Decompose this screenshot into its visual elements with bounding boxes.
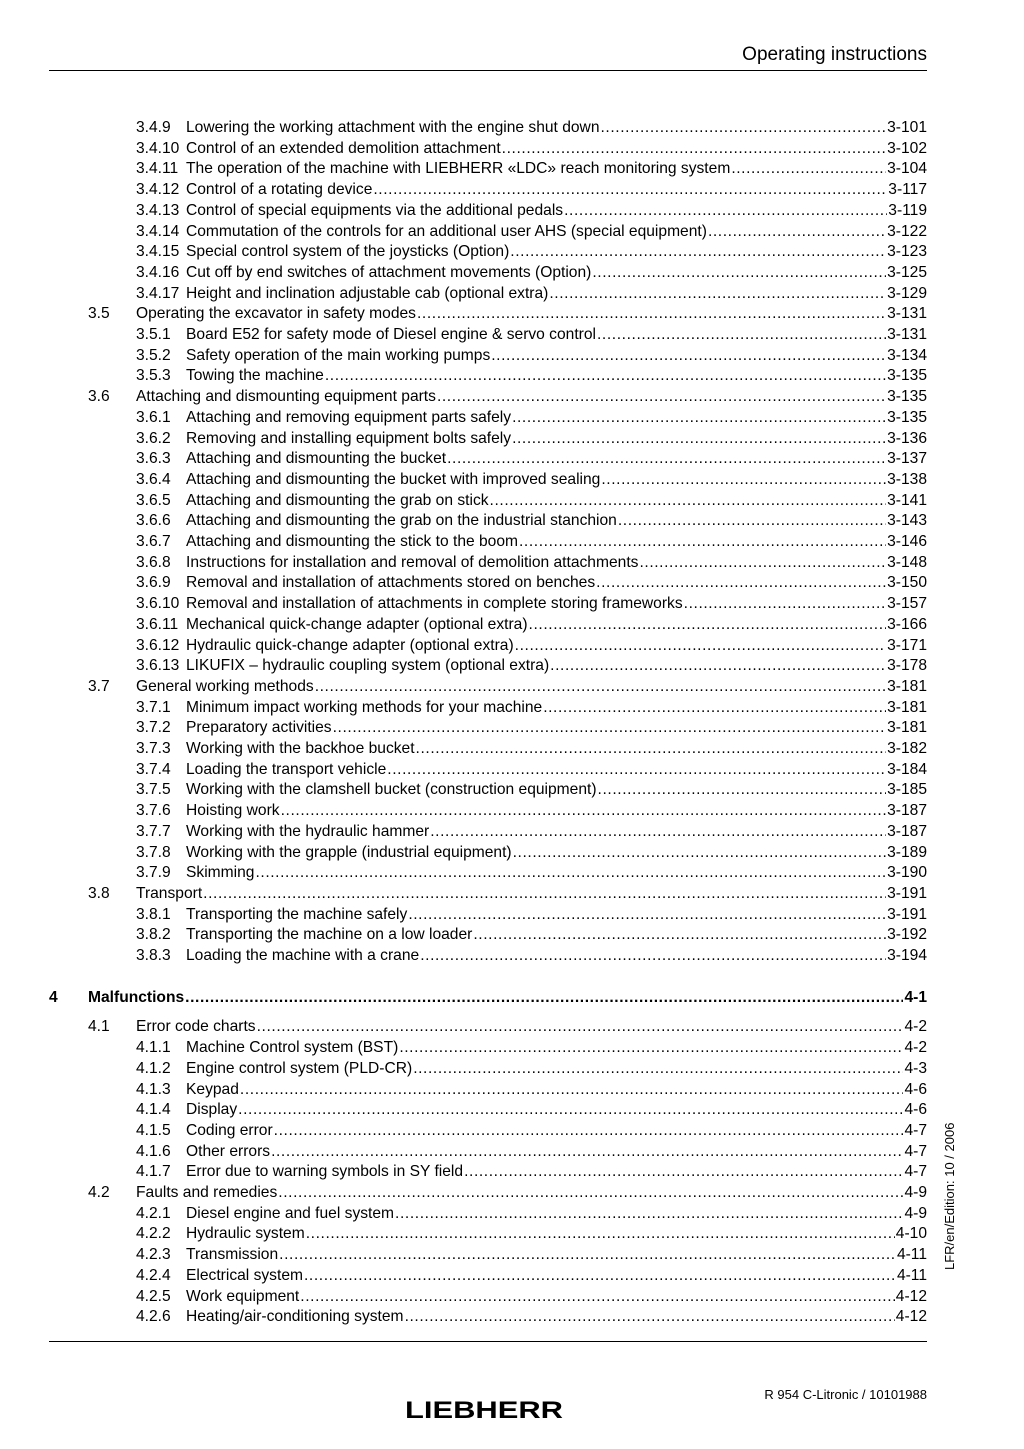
toc-entry-title: Loading the transport vehicle	[186, 760, 387, 778]
toc-entry-title: Working with the grapple (industrial equipment)	[186, 843, 512, 861]
toc-entry-number: 3.4.16	[136, 263, 180, 281]
toc-entry[interactable]	[0, 905, 1024, 925]
dot-leader	[430, 822, 886, 842]
dot-leader	[315, 677, 886, 697]
toc-entry-title: Display	[186, 1101, 238, 1119]
toc-entry[interactable]	[0, 843, 1024, 863]
toc-entry-title: Transmission	[186, 1246, 279, 1264]
toc-entry-number: 3.7.2	[136, 719, 171, 737]
dot-leader	[513, 843, 886, 863]
toc-entry[interactable]	[0, 1224, 1024, 1244]
toc-entry-page: 3-134	[887, 346, 927, 364]
toc-entry-number: 3.7.1	[136, 698, 171, 716]
toc-entry-title: Attaching and dismounting the grab on stick	[186, 491, 489, 509]
toc-entry[interactable]	[0, 1059, 1024, 1079]
liebherr-logo	[404, 1397, 564, 1421]
toc-entry[interactable]	[0, 884, 1024, 904]
toc-entry-page: 4-6	[904, 1101, 927, 1119]
toc-entry-number: 3.4.10	[136, 139, 180, 157]
toc-entry-page: 3-135	[887, 367, 927, 385]
dot-leader	[325, 366, 886, 386]
toc-entry-page: 3-187	[887, 802, 927, 820]
toc-entry-title: Towing the machine	[186, 367, 324, 385]
toc-entry[interactable]	[0, 988, 1024, 1008]
toc-entry[interactable]	[0, 822, 1024, 842]
toc-entry[interactable]	[0, 222, 1024, 242]
toc-entry-number: 3.7.9	[136, 864, 171, 882]
toc-entry-title: Hoisting work	[186, 802, 280, 820]
toc-entry-number: 3.7.7	[136, 822, 171, 840]
toc-entry-title: Loading the machine with a crane	[186, 947, 420, 964]
dot-leader	[512, 429, 886, 449]
toc-entry[interactable]	[0, 325, 1024, 345]
toc-entry-number: 4	[49, 988, 58, 1006]
toc-entry-title: Other errors	[186, 1142, 271, 1160]
toc-entry-page: 3-141	[887, 491, 927, 509]
toc-entry-page: 3-136	[887, 429, 927, 447]
toc-entry-number: 4.1	[88, 1018, 110, 1036]
toc-entry[interactable]	[0, 1245, 1024, 1265]
toc-entry-page: 3-190	[887, 864, 927, 882]
dot-leader	[491, 346, 886, 366]
toc-entry-title: Attaching and dismounting the grab on the industrial stanchion	[186, 512, 617, 530]
toc-entry-title: Removal and installation of attachments stored on benches	[186, 574, 596, 592]
toc-entry-number: 3.6.8	[136, 553, 171, 571]
toc-entry-number: 3.6.7	[136, 533, 171, 550]
dot-leader	[240, 1080, 904, 1100]
toc-entry-page: 3-166	[887, 615, 927, 633]
toc-entry[interactable]	[0, 1287, 1024, 1307]
toc-entry[interactable]	[0, 159, 1024, 179]
toc-entry[interactable]	[0, 780, 1024, 800]
toc-entry-number: 4.1.2	[136, 1059, 171, 1077]
dot-leader	[473, 925, 886, 945]
toc-entry-page: 4-3	[904, 1059, 927, 1077]
toc-entry-page: 3-150	[887, 574, 927, 592]
toc-entry-page: 3-117	[888, 181, 927, 199]
toc-entry[interactable]	[0, 304, 1024, 324]
toc-entry-page: 3-171	[887, 636, 927, 654]
toc-entry-number: 3.5.1	[136, 326, 171, 343]
toc-entry-title: Operating the excavator in safety modes	[136, 305, 416, 323]
toc-entry-number: 3.4.12	[136, 181, 180, 199]
toc-entry-number: 3.6.4	[136, 470, 171, 488]
toc-entry-title: Attaching and dismounting the stick to the boom	[186, 533, 518, 550]
dot-leader	[490, 491, 887, 511]
toc-entry[interactable]	[0, 615, 1024, 635]
toc-entry-page: 3-182	[887, 740, 927, 757]
toc-entry-page: 3-194	[887, 947, 927, 964]
dot-leader	[708, 222, 886, 242]
toc-entry[interactable]	[0, 553, 1024, 573]
toc-entry-number: 4.1.3	[136, 1080, 171, 1098]
toc-entry-number: 3.4.14	[136, 222, 180, 240]
dot-leader	[639, 553, 886, 573]
toc-entry-page: 3-131	[887, 326, 927, 343]
toc-entry-title: Transport	[136, 884, 203, 902]
toc-entry-page: 3-129	[887, 284, 927, 302]
toc-entry[interactable]	[0, 491, 1024, 511]
dot-leader	[512, 408, 886, 428]
toc-entry-number: 4.2.4	[136, 1266, 171, 1284]
toc-entry-number: 4.1.6	[136, 1142, 171, 1160]
toc-entry-title: Board E52 for safety mode of Diesel engine & servo control	[186, 326, 596, 343]
toc-entry-page: 3-181	[887, 677, 927, 695]
dot-leader	[731, 159, 886, 179]
toc-entry-title: Height and inclination adjustable cab (optional extra)	[186, 284, 549, 302]
toc-entry-number: 3.8.2	[136, 926, 171, 944]
dot-leader	[255, 863, 886, 883]
toc-entry[interactable]	[0, 242, 1024, 262]
toc-entry[interactable]	[0, 449, 1024, 469]
dot-leader	[601, 470, 886, 490]
toc-entry-number: 3.8.1	[136, 905, 171, 923]
toc-entry[interactable]	[0, 1162, 1024, 1182]
dot-leader	[543, 698, 886, 718]
toc-entry[interactable]	[0, 1183, 1024, 1203]
footer-rule	[49, 1341, 927, 1342]
toc-entry[interactable]	[0, 1121, 1024, 1141]
toc-entry-title: Coding error	[186, 1121, 273, 1139]
toc-entry[interactable]	[0, 801, 1024, 821]
toc-entry-page: 3-102	[887, 139, 927, 157]
toc-entry-page: 3-123	[887, 243, 927, 261]
dot-leader	[399, 1038, 903, 1058]
toc-entry-page: 4-6	[904, 1080, 927, 1098]
toc-entry[interactable]	[0, 387, 1024, 407]
toc-entry-page: 4-7	[904, 1121, 927, 1139]
toc-entry-page: 4-7	[904, 1142, 927, 1160]
toc-entry-title: Transporting the machine safely	[186, 905, 408, 923]
toc-entry-page: 3-143	[887, 512, 927, 530]
toc-entry-title: Heating/air-conditioning system	[186, 1308, 404, 1326]
toc-entry-number: 3.6.6	[136, 512, 171, 530]
dot-leader	[408, 905, 886, 925]
toc-entry-title: Engine control system (PLD-CR)	[186, 1059, 413, 1077]
toc-entry-page: 3-125	[887, 263, 927, 281]
toc-entry-title: Working with the hydraulic hammer	[186, 822, 430, 840]
toc-entry-number: 3.7.8	[136, 843, 171, 861]
toc-entry-title: Control of a rotating device	[186, 181, 373, 199]
toc-entry-number: 3.6.5	[136, 491, 171, 509]
dot-leader	[592, 263, 886, 283]
dot-leader	[510, 242, 886, 262]
toc-entry-title: Mechanical quick-change adapter (optional extra)	[186, 615, 528, 633]
toc-entry[interactable]	[0, 594, 1024, 614]
toc-entry-number: 3.6.9	[136, 574, 171, 592]
toc-entry[interactable]	[0, 1142, 1024, 1162]
toc-entry[interactable]	[0, 925, 1024, 945]
dot-leader	[502, 139, 886, 159]
toc-entry-page: 4-11	[896, 1266, 927, 1284]
toc-entry[interactable]	[0, 760, 1024, 780]
toc-entry-page: 3-137	[887, 450, 927, 468]
toc-entry-page: 3-184	[887, 760, 927, 778]
toc-entry-page: 3-181	[887, 719, 927, 737]
toc-entry[interactable]	[0, 346, 1024, 366]
dot-leader	[464, 1162, 903, 1182]
dot-leader	[185, 988, 903, 1008]
toc-entry-number: 3.8	[88, 884, 110, 902]
dot-leader	[333, 718, 887, 738]
toc-entry-title: Attaching and dismounting equipment parts	[136, 388, 436, 406]
toc-entry-page: 4-12	[895, 1308, 927, 1326]
toc-entry-page: 4-9	[904, 1204, 927, 1222]
toc-entry-page: 3-138	[887, 470, 927, 488]
toc-entry-number: 3.4.11	[136, 160, 179, 178]
dot-leader	[395, 1204, 903, 1224]
dot-leader	[203, 884, 886, 904]
toc-entry-number: 3.6	[88, 388, 110, 406]
toc-entry-page: 3-135	[887, 408, 927, 426]
toc-entry-number: 3.4.17	[136, 284, 180, 302]
dot-leader	[529, 615, 887, 635]
toc-entry-number: 3.7.3	[136, 740, 171, 757]
toc-entry-number: 4.2	[88, 1184, 110, 1201]
toc-entry-title: Working with the clamshell bucket (construction equipment)	[186, 781, 597, 799]
toc-entry[interactable]	[0, 366, 1024, 386]
toc-entry[interactable]	[0, 1307, 1024, 1327]
toc-entry[interactable]	[0, 1017, 1024, 1037]
dot-leader	[564, 201, 887, 221]
toc-entry-number: 4.1.5	[136, 1121, 171, 1139]
toc-entry-number: 3.5.2	[136, 346, 171, 364]
toc-entry-page: 3-189	[887, 843, 927, 861]
toc-entry-page: 4-12	[895, 1287, 927, 1305]
toc-entry[interactable]	[0, 1266, 1024, 1286]
toc-entry[interactable]	[0, 180, 1024, 200]
toc-entry-number: 3.7	[88, 677, 110, 695]
toc-entry[interactable]	[0, 284, 1024, 304]
toc-entry-number: 3.6.13	[136, 657, 180, 675]
dot-leader	[417, 304, 886, 324]
toc-entry-title: Cut off by end switches of attachment movements (Option)	[186, 263, 592, 281]
dot-leader	[515, 636, 886, 656]
toc-entry-page: 4-11	[896, 1246, 927, 1264]
toc-entry-number: 4.1.4	[136, 1101, 171, 1119]
toc-entry-number: 4.2.2	[136, 1225, 171, 1243]
dot-leader	[597, 325, 886, 345]
toc-entry-number: 4.2.1	[136, 1204, 171, 1222]
toc-entry-number: 4.2.5	[136, 1287, 171, 1305]
toc-entry-page: 3-101	[887, 119, 927, 136]
dot-leader	[618, 511, 886, 531]
toc-entry-page: 3-178	[887, 657, 927, 675]
toc-entry-page: 3-181	[887, 698, 927, 716]
toc-entry-number: 4.1.1	[136, 1039, 171, 1057]
toc-entry-title: Working with the backhoe bucket	[186, 740, 415, 757]
toc-entry-page: 4-9	[904, 1184, 927, 1201]
toc-entry[interactable]	[0, 677, 1024, 697]
dot-leader	[257, 1017, 904, 1037]
toc-entry-title: Commutation of the controls for an additional user AHS (special equipment)	[186, 222, 707, 240]
toc-entry-title: Control of an extended demolition attachment	[186, 139, 501, 157]
page-title: Operating instructions	[742, 44, 927, 65]
toc-entry-number: 4.2.3	[136, 1246, 171, 1264]
dot-leader	[281, 801, 887, 821]
toc-entry[interactable]	[0, 1038, 1024, 1058]
dot-leader	[550, 656, 886, 676]
toc-entry-title: Removal and installation of attachments in complete storing frameworks	[186, 595, 683, 613]
toc-entry-page: 4-2	[904, 1039, 927, 1057]
toc-entry-page: 3-191	[887, 884, 927, 902]
dot-leader	[420, 946, 886, 966]
toc-entry-title: Attaching and dismounting the bucket with improved sealing	[186, 470, 601, 488]
toc-entry-title: Faults and remedies	[136, 1184, 278, 1201]
toc-entry[interactable]	[0, 511, 1024, 531]
toc-entry[interactable]	[0, 1100, 1024, 1120]
toc-entry-page: 3-191	[887, 905, 927, 923]
dot-leader	[601, 118, 887, 138]
toc-entry[interactable]	[0, 408, 1024, 428]
toc-entry-title: Skimming	[186, 864, 255, 882]
toc-entry-number: 3.6.1	[136, 408, 171, 426]
toc-entry[interactable]	[0, 1204, 1024, 1224]
dot-leader	[447, 449, 886, 469]
toc-entry-number: 4.1.7	[136, 1163, 171, 1181]
dot-leader	[271, 1142, 903, 1162]
dot-leader	[519, 532, 886, 552]
toc-entry-number: 3.6.12	[136, 636, 180, 654]
toc-entry-number: 3.4.9	[136, 119, 171, 136]
dot-leader	[549, 284, 886, 304]
toc-entry[interactable]	[0, 573, 1024, 593]
toc-entry-title: Error code charts	[136, 1018, 256, 1036]
toc-entry[interactable]	[0, 718, 1024, 738]
dot-leader	[304, 1266, 896, 1286]
toc-entry-page: 3-187	[887, 822, 927, 840]
toc-entry-title: Electrical system	[186, 1266, 303, 1284]
toc-entry[interactable]	[0, 739, 1024, 759]
toc-entry-title: Minimum impact working methods for your machine	[186, 698, 543, 716]
toc-entry-title: General working methods	[136, 677, 314, 695]
toc-entry-number: 3.4.13	[136, 201, 180, 219]
dot-leader	[238, 1100, 903, 1120]
toc-entry-page: 3-104	[887, 160, 927, 178]
toc-entry-title: Hydraulic quick-change adapter (optional extra)	[186, 636, 514, 654]
header-rule	[49, 70, 927, 71]
toc-entry[interactable]	[0, 263, 1024, 283]
toc-entry[interactable]	[0, 863, 1024, 883]
toc-entry[interactable]	[0, 636, 1024, 656]
toc-entry-title: Transporting the machine on a low loader	[186, 926, 473, 944]
toc-entry-page: 3-148	[887, 553, 927, 571]
toc-entry-title: Instructions for installation and removal of demolition attachments	[186, 553, 639, 571]
toc-entry-title: Work equipment	[186, 1287, 300, 1305]
dot-leader	[279, 1245, 896, 1265]
toc-entry-title: Error due to warning symbols in SY field	[186, 1163, 464, 1181]
dot-leader	[598, 780, 887, 800]
toc-entry-number: 3.5	[88, 305, 110, 323]
toc-entry[interactable]	[0, 429, 1024, 449]
toc-entry-number: 3.7.6	[136, 802, 171, 820]
toc-entry-page: 3-119	[888, 201, 927, 219]
model-number: R 954 C-Litronic / 10101988	[764, 1387, 927, 1402]
dot-leader	[413, 1059, 903, 1079]
dot-leader	[684, 594, 886, 614]
toc-entry-title: Special control system of the joysticks (Option)	[186, 243, 510, 261]
toc-entry-title: Hydraulic system	[186, 1225, 305, 1243]
toc-entry-page: 3-146	[887, 533, 927, 550]
dot-leader	[274, 1121, 904, 1141]
toc-entry[interactable]	[0, 656, 1024, 676]
toc-entry-number: 4.2.6	[136, 1308, 171, 1326]
toc-entry-title: The operation of the machine with LIEBHERR «LDC» reach monitoring system	[186, 160, 731, 178]
toc-entry-title: Lowering the working attachment with the engine shut down	[186, 119, 600, 136]
toc-entry-page: 3-131	[887, 305, 927, 323]
toc-entry-title: Removing and installing equipment bolts safely	[186, 429, 512, 447]
dot-leader	[387, 760, 886, 780]
toc-entry-title: Keypad	[186, 1080, 239, 1098]
toc-entry-title: Preparatory activities	[186, 719, 332, 737]
toc-entry-number: 3.7.5	[136, 781, 171, 799]
toc-entry-title: Attaching and removing equipment parts safely	[186, 408, 512, 426]
toc-entry-title: Safety operation of the main working pumps	[186, 346, 491, 364]
toc-entry[interactable]	[0, 118, 1024, 138]
toc-entry-page: 3-157	[887, 595, 927, 613]
toc-entry-number: 3.5.3	[136, 367, 171, 385]
toc-entry[interactable]	[0, 1080, 1024, 1100]
toc-entry[interactable]	[0, 532, 1024, 552]
toc-entry-title: Control of special equipments via the additional pedals	[186, 201, 564, 219]
toc-entry-number: 3.6.10	[136, 595, 180, 613]
toc-entry-number: 3.6.3	[136, 450, 171, 468]
svg-text:LIEBHERR: LIEBHERR	[405, 1397, 563, 1421]
toc-entry-page: 3-122	[887, 222, 927, 240]
dot-leader	[300, 1287, 895, 1307]
toc-entry-page: 3-135	[887, 388, 927, 406]
toc-entry[interactable]	[0, 139, 1024, 159]
toc-entry-title: Machine Control system (BST)	[186, 1039, 399, 1057]
toc-entry[interactable]	[0, 470, 1024, 490]
toc-entry[interactable]	[0, 201, 1024, 221]
toc-entry-number: 3.4.15	[136, 243, 180, 261]
toc-entry-page: 3-185	[887, 781, 927, 799]
dot-leader	[405, 1307, 895, 1327]
dot-leader	[306, 1224, 895, 1244]
toc-entry[interactable]	[0, 698, 1024, 718]
toc-entry-title: Attaching and dismounting the bucket	[186, 450, 447, 468]
toc-entry-page: 3-192	[887, 926, 927, 944]
toc-entry-title: LIKUFIX – hydraulic coupling system (optional extra)	[186, 657, 550, 675]
toc-entry-title: Malfunctions	[88, 988, 185, 1006]
toc-entry-number: 3.7.4	[136, 760, 171, 778]
toc-entry-number: 3.6.11	[136, 615, 179, 633]
edition-note: LFR/en/Edition: 10 / 2006	[942, 1122, 957, 1270]
toc-entry-page: 4-2	[904, 1018, 927, 1036]
toc-entry[interactable]	[0, 946, 1024, 966]
toc-entry-number: 3.8.3	[136, 947, 171, 964]
dot-leader	[416, 739, 887, 759]
dot-leader	[437, 387, 886, 407]
toc-entry-page: 4-7	[904, 1163, 927, 1181]
toc-entry-title: Diesel engine and fuel system	[186, 1204, 395, 1222]
toc-entry-number: 3.6.2	[136, 429, 171, 447]
dot-leader	[596, 573, 886, 593]
dot-leader	[278, 1183, 903, 1203]
dot-leader	[373, 180, 887, 200]
toc-entry-page: 4-1	[904, 988, 927, 1006]
toc-entry-page: 4-10	[895, 1225, 927, 1243]
